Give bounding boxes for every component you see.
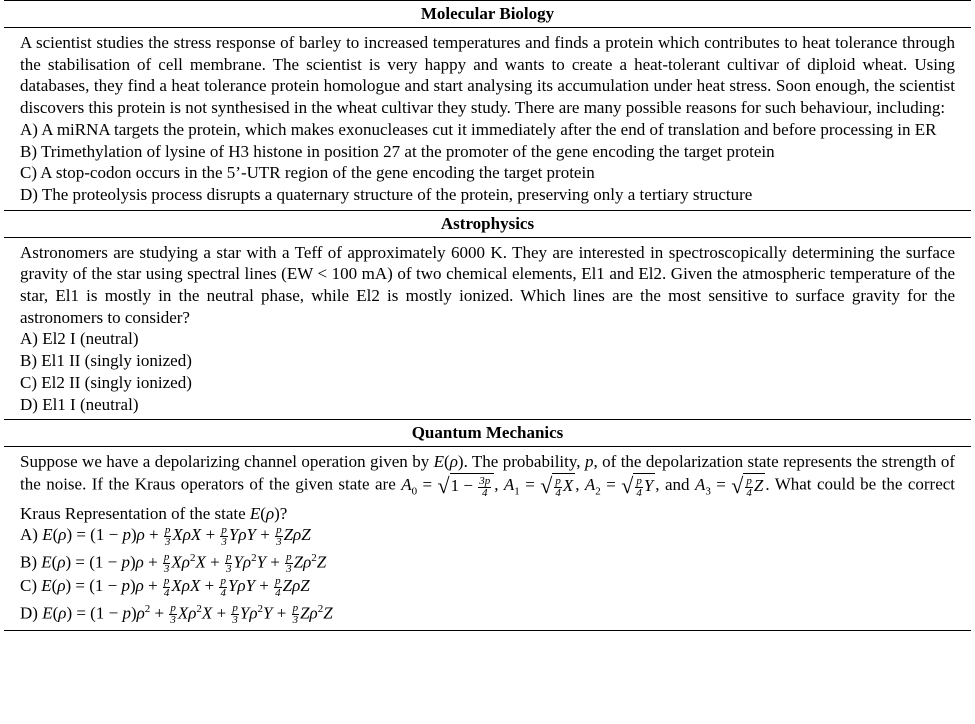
- question-paragraph: Suppose we have a depolarizing channel operation given by E(ρ). The probability, p, of the depolarization state represents the strength of the noise. If the Kraus operators of the given state are $A_0 = √1$ − $\frac{3p}{4}$ , $A_1$ = √ $\frac{p}{4}$ X , $A_2$ = √ $\frac{p}{4}$ Y , and $A_3$ = √ $\frac{p}{4}$ Z . What could be the correct Kraus Representation of the state E(ρ)?: [20, 452, 956, 523]
- option-c: C) El2 II (singly ionized): [20, 372, 192, 392]
- math-p: p: [584, 452, 594, 472]
- option-a: A) A miRNA targets the protein, which makes exonucleases cut it immediately after the end of translation and before processing in ER: [20, 119, 937, 139]
- qm-text-2: . The probability,: [463, 452, 581, 472]
- option-a: A) E(ρ) = (1 − p)ρ + $\frac{p}{3}$ XρX + $\frac{p}{3}$ YρY + $\frac{p}{3}$ ZρZ: [20, 524, 311, 549]
- qm-text-1: Suppose we have a depolarizing channel operation given by: [20, 452, 430, 472]
- question-paragraph: A scientist studies the stress response of barley to increased temperatures and finds a protein which contributes to heat tolerance through the stabilisation of cell membrane. The scientist is very happy and wants to create a heat-tolerant cultivar of diploid wheat. Using databases, they find a heat tolerance protein homologue and start analysing its accumulation under heat stress. Soon enough, the scientist discovers this protein is not synthesised in the wheat cultivar they study. There are many possible reasons for such behaviour, including:: [20, 33, 955, 118]
- math-kraus-operators: $A_0 = √1$ − $\frac{3p}{4}$ , $A_1$ = √ $\frac{p}{4}$ X , $A_2$ = √ $\frac{p}{4}$ Y , and $A_3$ = √ $\frac{p}{4}$ Z .: [401, 472, 775, 499]
- option-b: B) El1 II (singly ionized): [20, 351, 192, 371]
- option-b: B) E(ρ) = (1 − p)ρ + $\frac{p}{3}$ $X\rho^2X$ + $\frac{p}{3}$ $Y\rho^2Y$ + $\frac{p}{3}$ $Z\rho^2Z$: [20, 551, 327, 576]
- option-d: D) The proteolysis process disrupts a quaternary structure of the protein, preserving only a tertiary structure: [20, 184, 753, 204]
- option-b: B) Trimethylation of lysine of H3 histone in position 27 at the promoter of the gene encoding the target protein: [20, 141, 775, 161]
- section-title-astrophysics: Astrophysics: [440, 213, 535, 233]
- qm-text-4: What could be the correct Kraus Representation of the state: [20, 474, 956, 523]
- quantum-mechanics-body: [0, 447, 975, 630]
- qm-text-3: , of the depolarization state represents the strength of the noise. If the Kraus operators of the given state are: [20, 452, 955, 494]
- section-title-quantum-mechanics: Quantum Mechanics: [411, 423, 564, 443]
- astrophysics-body: [0, 238, 975, 420]
- section-title-molecular-biology: Molecular Biology: [420, 4, 555, 23]
- option-a: A) El2 I (neutral): [20, 329, 139, 349]
- math-e-rho: E: [433, 452, 445, 472]
- option-c: C) A stop-codon occurs in the 5’-UTR region of the gene encoding the target protein: [20, 163, 595, 183]
- option-d: D) El1 I (neutral): [20, 394, 139, 414]
- option-d: D) $E(\rho) = (1 - p)\rho^2$ + $\frac{p}{3}$ $X\rho^2X$ + $\frac{p}{3}$ $Y\rho^2Y$ + $\frac{p}{3}$ $Z\rho^2Z$: [20, 602, 333, 627]
- molecular-biology-body: [0, 28, 975, 210]
- option-c: C) E(ρ) = (1 − p)ρ + $\frac{p}{4}$ XρX + $\frac{p}{4}$ YρY + $\frac{p}{4}$ ZρZ: [20, 574, 310, 599]
- bottom-rule: [4, 630, 971, 631]
- question-paragraph: Astronomers are studying a star with a Teff of approximately 6000 K. They are interested in spectroscopically determining the surface gravity of the star using spectral lines (EW < 100 mA) of two chemical elements, El1 and El2. Given the atmospheric temperature of the star, El1 is mostly in the neutral phase, while El2 is mostly ionized. Which lines are the most sensitive to surface gravity for the astronomers to consider?: [20, 242, 955, 327]
